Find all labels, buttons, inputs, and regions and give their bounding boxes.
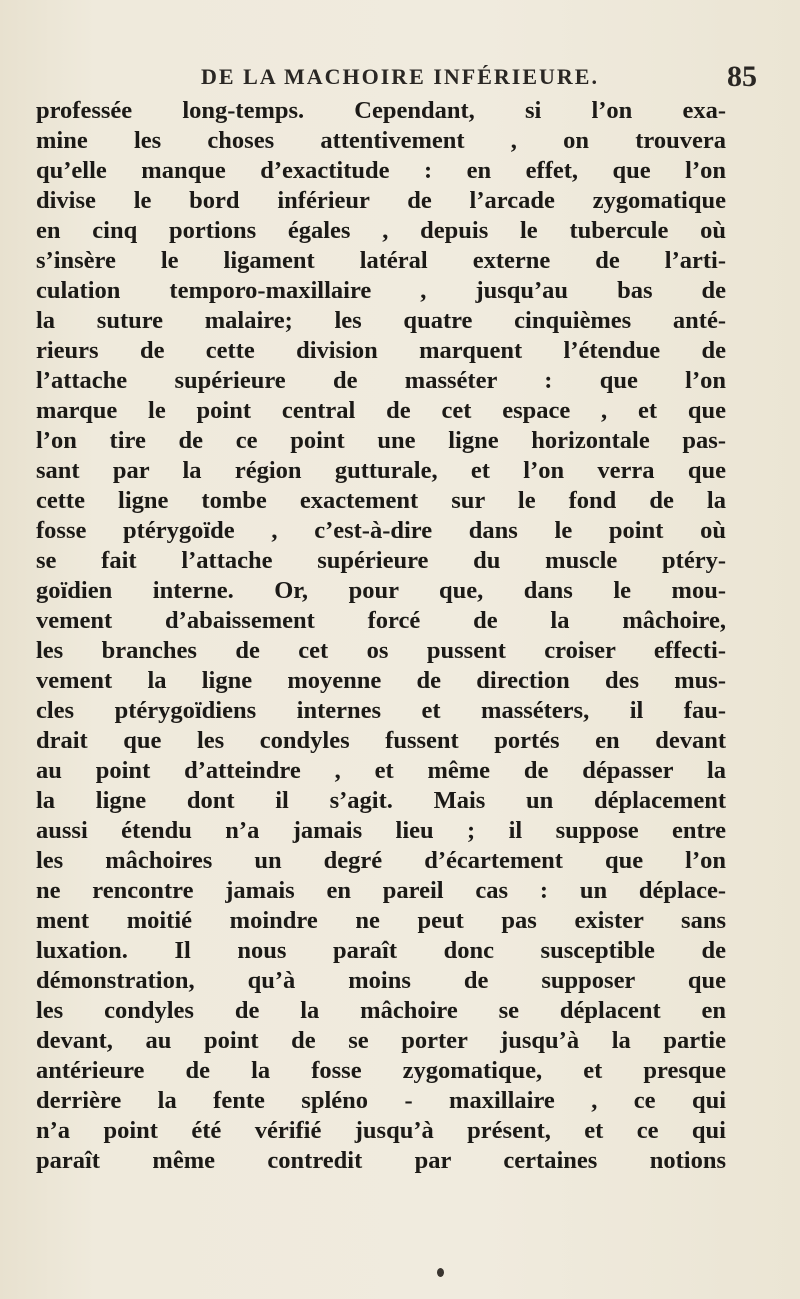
text-line: vement la ligne moyenne de direction des mus- (36, 667, 726, 694)
running-title: DE LA MACHOIRE INFÉRIEURE. (201, 64, 599, 89)
text-line: sant par la région gutturale, et l’on verra que (36, 457, 726, 484)
text-line: l’attache supérieure de masséter : que l’on (36, 367, 726, 394)
text-line: marque le point central de cet espace , et que (36, 397, 726, 424)
text-line: les branches de cet os pussent croiser effecti- (36, 637, 726, 664)
text-line: les mâchoires un degré d’écartement que l’on (36, 847, 726, 874)
text-line: drait que les condyles fussent portés en devant (36, 727, 726, 754)
text-line: culation temporo-maxillaire , jusqu’au bas de (36, 277, 726, 304)
text-line: se fait l’attache supérieure du muscle ptéry- (36, 547, 726, 574)
text-line: derrière la fente spléno - maxillaire , ce qui (36, 1087, 726, 1114)
text-line: la suture malaire; les quatre cinquièmes anté- (36, 307, 726, 334)
text-line: goïdien interne. Or, pour que, dans le mou- (36, 577, 726, 604)
text-line: paraît même contredit par certaines notions (36, 1147, 726, 1174)
text-line: professée long-temps. Cependant, si l’on exa- (36, 97, 726, 124)
text-line: en cinq portions égales , depuis le tubercule où (36, 217, 726, 244)
text-line: devant, au point de se porter jusqu’à la partie (36, 1027, 726, 1054)
text-line: antérieure de la fosse zygomatique, et presque (36, 1057, 726, 1084)
text-line: au point d’atteindre , et même de dépasser la (36, 757, 726, 784)
text-line: la ligne dont il s’agit. Mais un déplacement (36, 787, 726, 814)
text-line: qu’elle manque d’exactitude : en effet, que l’on (36, 157, 726, 184)
text-line: ment moitié moindre ne peut pas exister sans (36, 907, 726, 934)
text-line: divise le bord inférieur de l’arcade zygomatique (36, 187, 726, 214)
text-line: fosse ptérygoïde , c’est-à-dire dans le point où (36, 517, 726, 544)
text-line: l’on tire de ce point une ligne horizontale pas- (36, 427, 726, 454)
text-line: luxation. Il nous paraît donc susceptible de (36, 937, 726, 964)
body-text (36, 96, 726, 1176)
text-line: s’insère le ligament latéral externe de l’arti- (36, 247, 726, 274)
running-head (120, 60, 757, 100)
text-line: cles ptérygoïdiens internes et masséters, il fau- (36, 697, 726, 724)
text-line: n’a point été vérifié jusqu’à présent, et ce qui (36, 1117, 726, 1144)
text-line: mine les choses attentivement , on trouvera (36, 127, 726, 154)
text-line: ne rencontre jamais en pareil cas : un déplace- (36, 877, 726, 904)
page-number: 85 (727, 60, 757, 93)
text-line: vement d’abaissement forcé de la mâchoire, (36, 607, 726, 634)
text-line: rieurs de cette division marquent l’étendue de (36, 337, 726, 364)
text-line: démonstration, qu’à moins de supposer que (36, 967, 726, 994)
ink-speck (437, 1268, 444, 1277)
text-line: aussi étendu n’a jamais lieu ; il suppose entre (36, 817, 726, 844)
text-line: les condyles de la mâchoire se déplacent en (36, 997, 726, 1024)
text-line: cette ligne tombe exactement sur le fond de la (36, 487, 726, 514)
